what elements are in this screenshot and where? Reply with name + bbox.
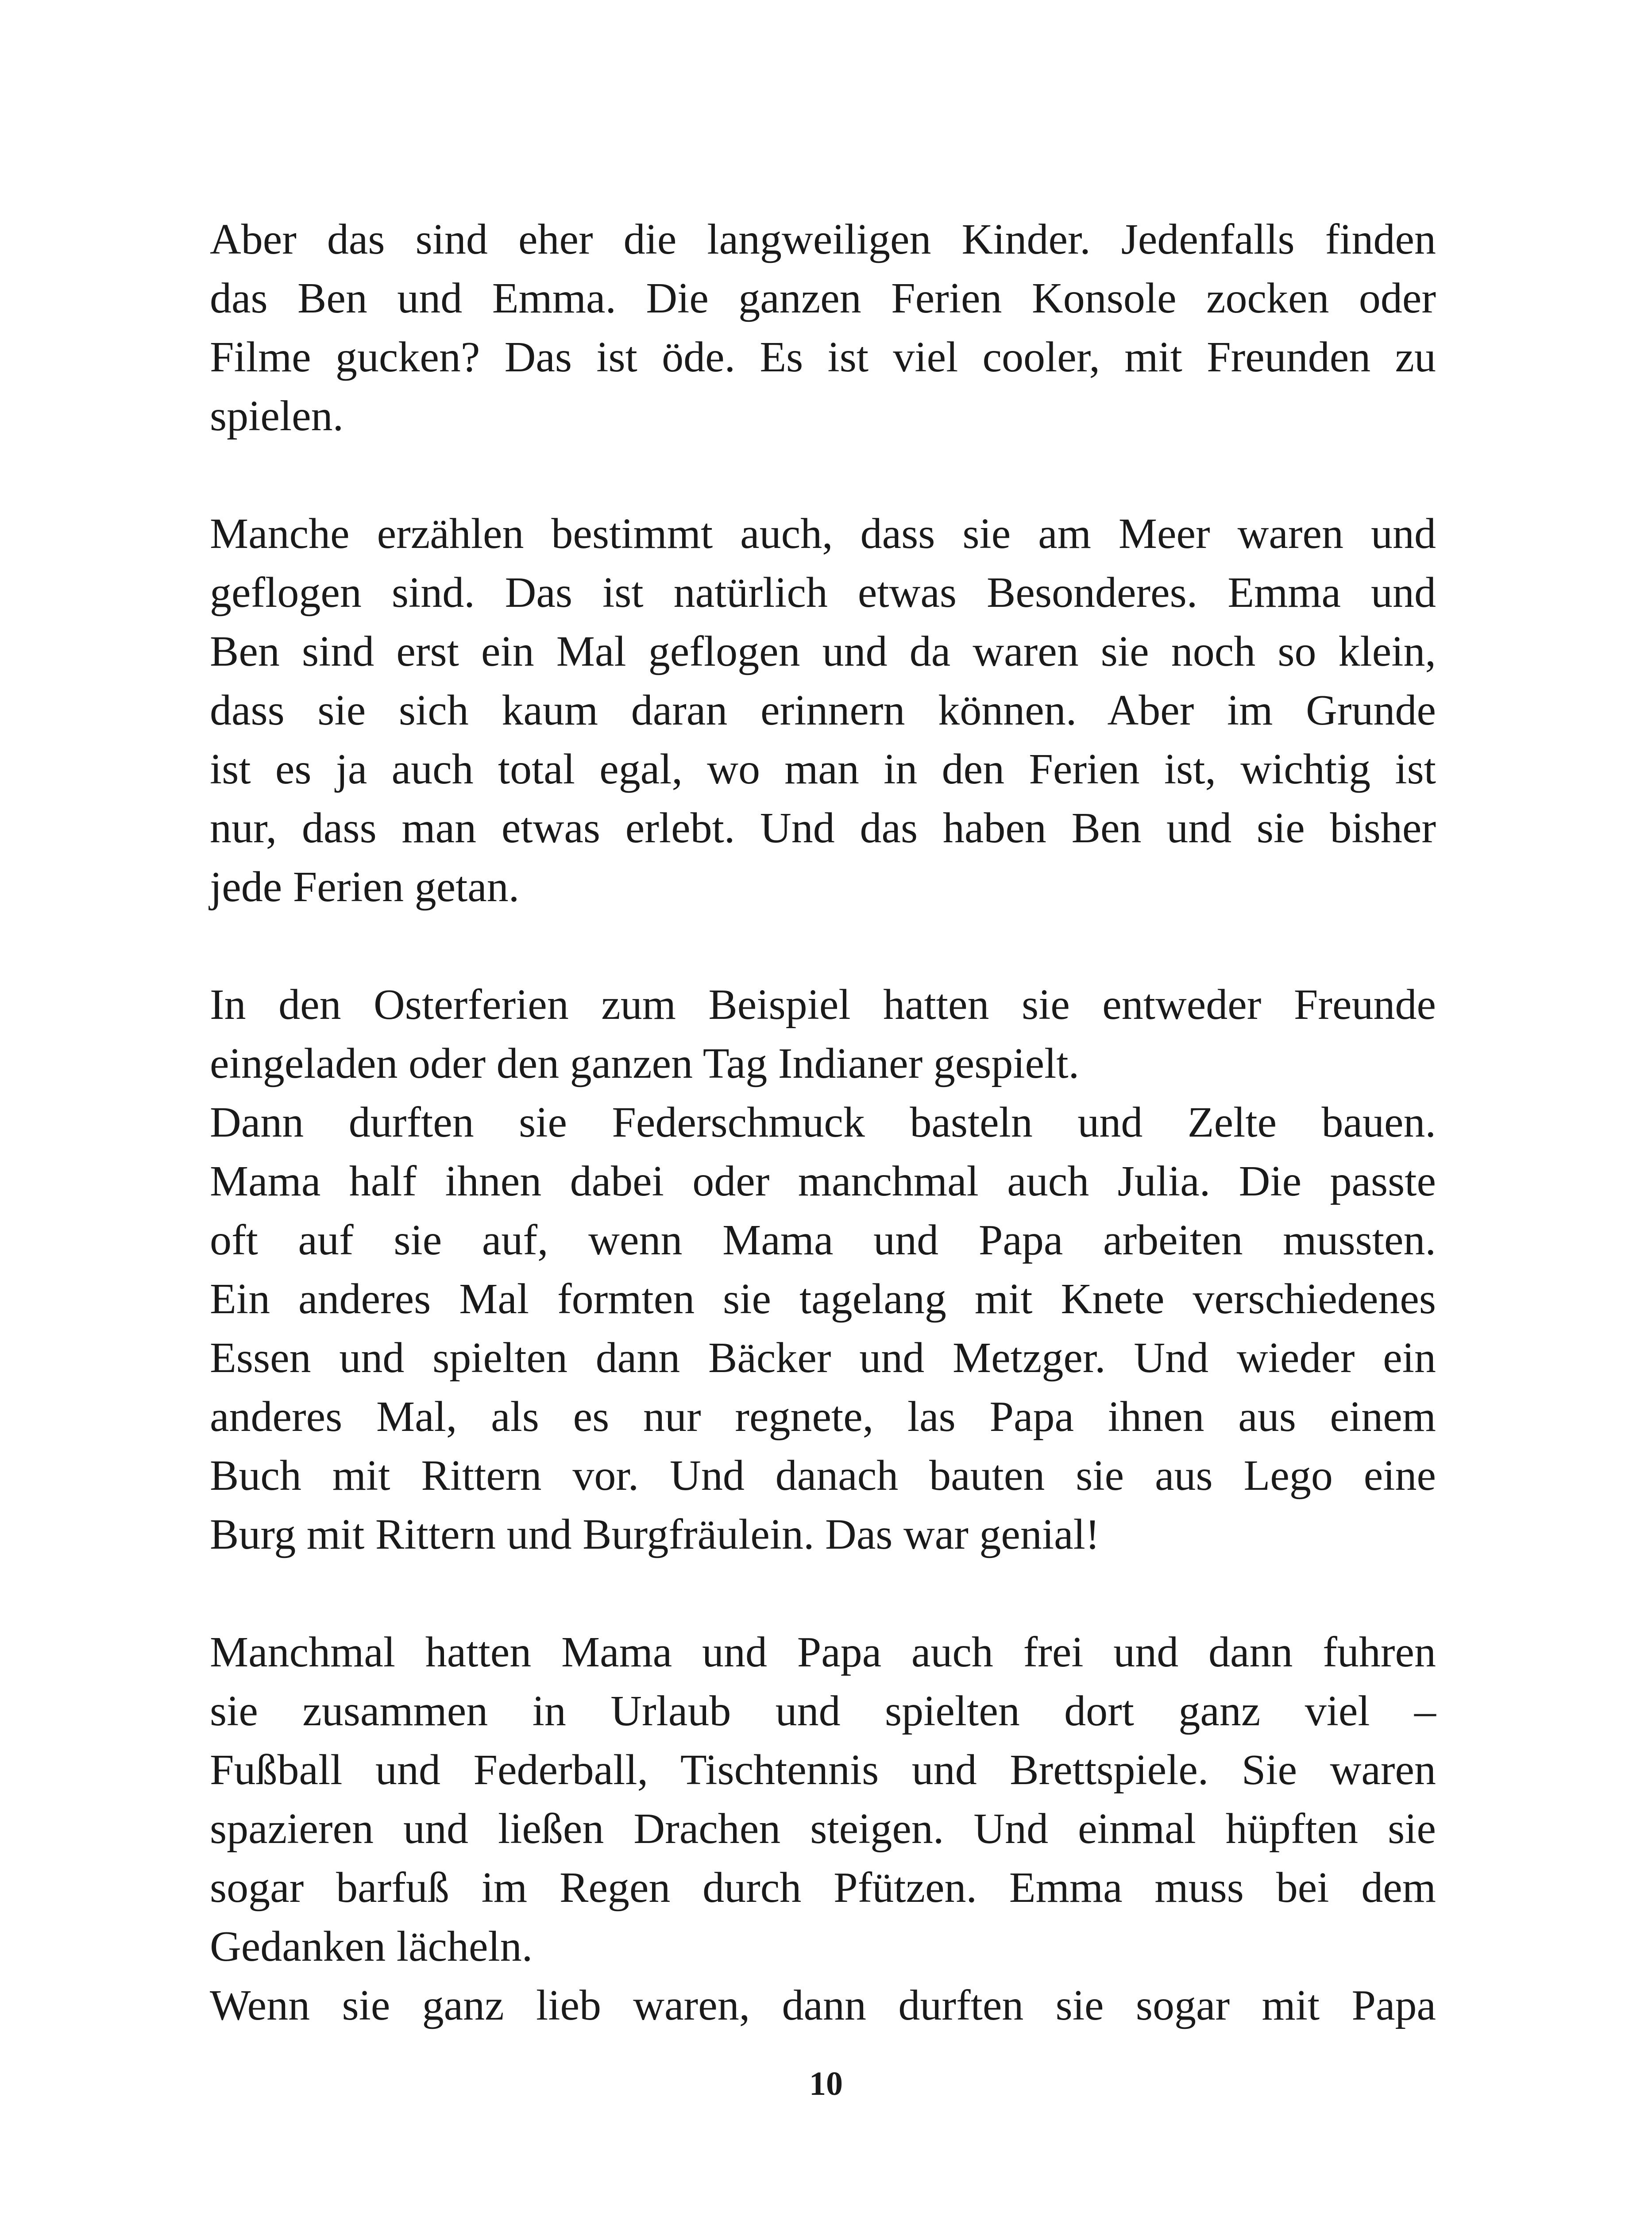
paragraph [210, 1623, 1436, 1976]
text-line: oft auf sie auf, wenn Mama und Papa arbeiten mussten. [210, 1216, 1436, 1264]
text-line: Mama half ihnen dabei oder manchmal auch Julia. Die passte [210, 1157, 1436, 1205]
text-line: spielen. [210, 392, 344, 440]
text-line: ist es ja auch total egal, wo man in den Ferien ist, wichtig ist [210, 745, 1436, 793]
text-line: Essen und spielten dann Bäcker und Metzger. Und wieder ein [210, 1334, 1436, 1382]
text-line: In den Osterferien zum Beispiel hatten sie entweder Freunde [210, 981, 1436, 1029]
text-line: Wenn sie ganz lieb waren, dann durften sie sogar mit Papa [210, 1982, 1436, 2029]
text-line: Aber das sind eher die langweiligen Kinder. Jedenfalls finden [210, 216, 1436, 263]
text-line: Manche erzählen bestimmt auch, dass sie am Meer waren und [210, 510, 1436, 558]
paragraph [210, 1976, 1436, 2035]
paragraph [210, 210, 1436, 446]
paragraph [210, 505, 1436, 917]
text-line: Ein anderes Mal formten sie tagelang mit Knete verschiedenes [210, 1275, 1436, 1323]
text-line: sogar barfuß im Regen durch Pfützen. Emma muss bei dem [210, 1864, 1436, 1912]
text-line: Ben sind erst ein Mal geflogen und da waren sie noch so klein, [210, 628, 1436, 675]
text-line: geflogen sind. Das ist natürlich etwas Besonderes. Emma und [210, 569, 1436, 617]
page-number: 10 [809, 2065, 843, 2102]
text-line: sie zusammen in Urlaub und spielten dort ganz viel – [210, 1687, 1436, 1735]
paragraph [210, 975, 1436, 1093]
text-line: spazieren und ließen Drachen steigen. Und einmal hüpften sie [210, 1805, 1436, 1853]
body-text [210, 210, 1436, 2035]
text-line: eingeladen oder den ganzen Tag Indianer gespielt. [210, 1040, 1080, 1087]
text-line: Buch mit Rittern vor. Und danach bauten sie aus Lego eine [210, 1452, 1436, 1500]
paragraph [210, 1093, 1436, 1564]
text-line: Manchmal hatten Mama und Papa auch frei und dann fuhren [210, 1628, 1436, 1676]
text-line: nur, dass man etwas erlebt. Und das haben Ben und sie bisher [210, 804, 1436, 852]
text-line: das Ben und Emma. Die ganzen Ferien Konsole zocken oder [210, 274, 1436, 322]
text-line: Burg mit Rittern und Burgfräulein. Das war genial! [210, 1511, 1100, 1558]
text-line: Fußball und Federball, Tischtennis und Brettspiele. Sie waren [210, 1746, 1436, 1794]
text-line: dass sie sich kaum daran erinnern können. Aber im Grunde [210, 686, 1436, 734]
text-line: Filme gucken? Das ist öde. Es ist viel cooler, mit Freunden zu [210, 333, 1436, 381]
text-line: anderes Mal, als es nur regnete, las Papa ihnen aus einem [210, 1393, 1436, 1441]
text-line: Gedanken lächeln. [210, 1923, 533, 1970]
text-line: jede Ferien getan. [210, 863, 520, 911]
text-line: Dann durften sie Federschmuck basteln und Zelte bauen. [210, 1099, 1436, 1146]
